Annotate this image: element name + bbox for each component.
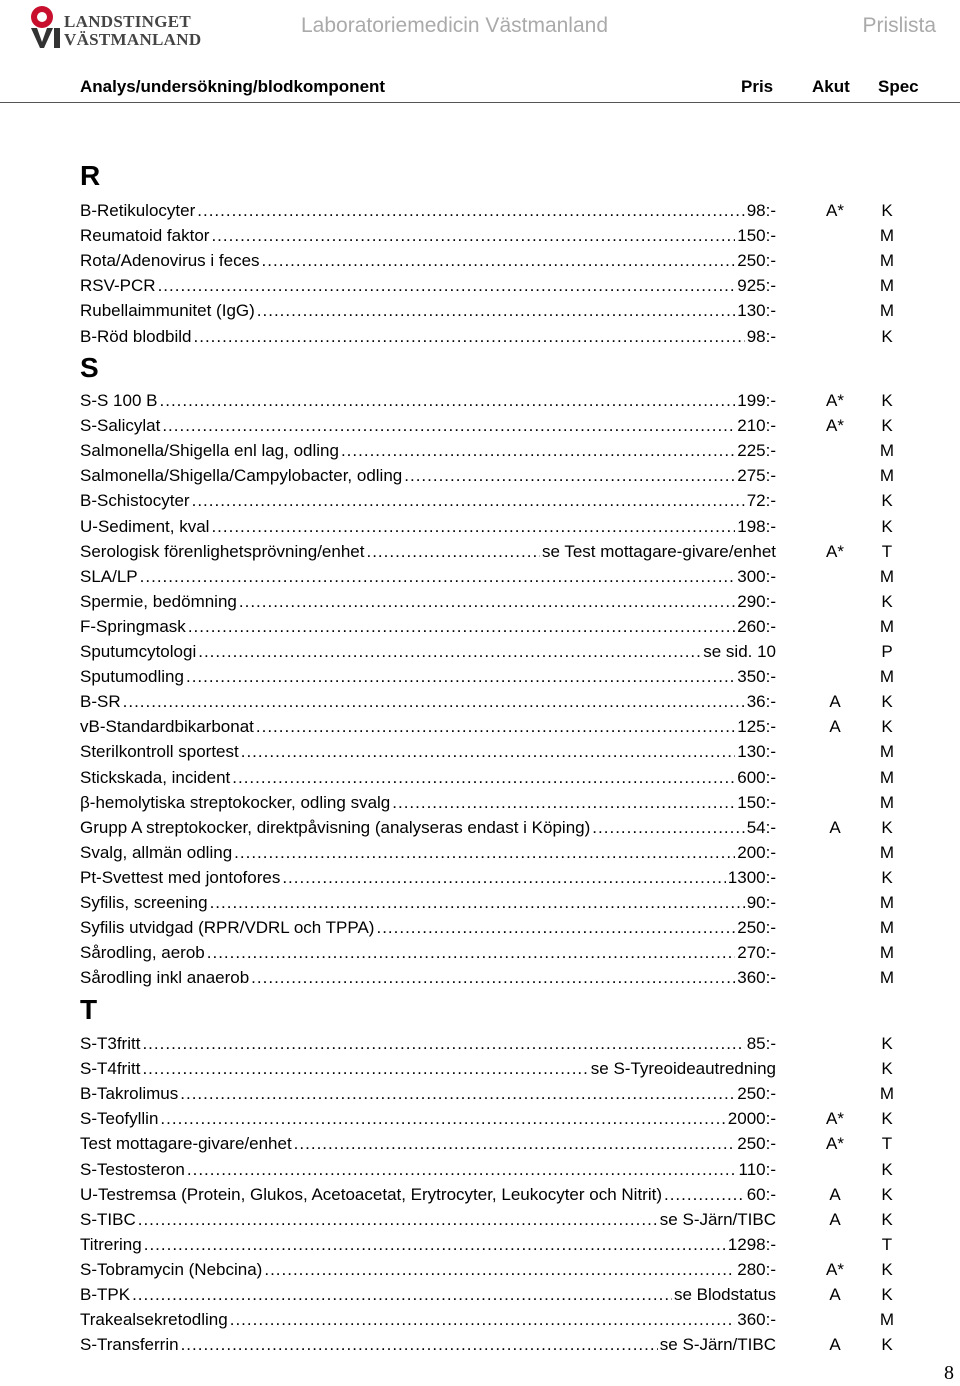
price-value: 300:- xyxy=(737,566,776,586)
spec-value: K xyxy=(881,717,893,737)
price-row xyxy=(80,198,920,223)
price-value: 150:- xyxy=(737,226,776,246)
row-leader xyxy=(80,1307,776,1332)
price-value: 36:- xyxy=(746,692,776,712)
analysis-name: Sterilkontroll sportest xyxy=(80,742,239,762)
price-value: 260:- xyxy=(737,616,776,636)
price-row xyxy=(80,1056,920,1081)
dot-leader xyxy=(234,840,735,865)
dot-leader xyxy=(404,463,735,488)
akut-value: A* xyxy=(826,541,844,561)
row-leader xyxy=(80,614,776,639)
row-leader xyxy=(80,840,776,865)
akut-value: A xyxy=(829,692,841,712)
section-letter: R xyxy=(80,160,101,191)
row-leader xyxy=(80,739,776,764)
analysis-name: B-Schistocyter xyxy=(80,491,190,511)
dot-leader xyxy=(197,198,744,223)
dot-leader xyxy=(241,739,736,764)
analysis-name: Syfilis utvidgad (RPR/VDRL och TPPA) xyxy=(80,918,375,938)
analysis-name: Sputumodling xyxy=(80,667,184,687)
price-row xyxy=(80,1031,920,1056)
row-leader xyxy=(80,1081,776,1106)
column-header-price: Pris xyxy=(741,77,774,96)
row-leader xyxy=(80,248,776,273)
row-leader xyxy=(80,890,776,915)
spec-value: K xyxy=(881,201,893,220)
dot-leader xyxy=(251,965,735,990)
analysis-name: Svalg, allmän odling xyxy=(80,842,233,862)
price-row xyxy=(80,438,920,463)
price-row xyxy=(80,714,920,739)
price-value: se S-Järn/TIBC xyxy=(659,1335,776,1355)
analysis-name: B-Röd blodbild xyxy=(80,326,192,346)
spec-value: M xyxy=(879,943,895,963)
akut-value: A xyxy=(829,1285,841,1304)
analysis-name: RSV-PCR xyxy=(80,276,156,296)
analysis-name: Spermie, bedömning xyxy=(80,591,237,611)
price-row xyxy=(80,564,920,589)
row-leader xyxy=(80,273,776,298)
price-value: 270:- xyxy=(737,943,776,963)
price-row xyxy=(80,765,920,790)
dot-leader xyxy=(142,1031,744,1056)
spec-value: K xyxy=(881,1259,893,1279)
price-row xyxy=(80,1081,920,1106)
dot-leader xyxy=(262,248,736,273)
dot-leader xyxy=(140,564,736,589)
akut-value: A xyxy=(829,717,841,737)
page-number: 8 xyxy=(944,1362,954,1384)
price-row xyxy=(80,1182,920,1207)
price-value: 250:- xyxy=(737,251,776,271)
row-leader xyxy=(80,438,776,463)
price-value: 600:- xyxy=(737,767,776,787)
column-header-name: Analys/undersökning/blodkomponent xyxy=(80,77,386,96)
analysis-name: Sputumcytologi xyxy=(80,642,197,661)
logo-text-line1: LANDSTINGET xyxy=(64,12,192,31)
dot-leader xyxy=(264,1257,735,1282)
analysis-name: β-hemolytiska streptokocker, odling svalg xyxy=(80,792,391,812)
price-value: 72:- xyxy=(746,491,776,511)
row-leader xyxy=(80,664,776,689)
price-row xyxy=(80,1332,920,1357)
spec-value: K xyxy=(881,491,893,511)
analysis-name: S-T3fritt xyxy=(80,1034,141,1053)
price-row xyxy=(80,664,920,689)
spec-value: M xyxy=(879,667,895,687)
price-value: 1300:- xyxy=(727,867,776,887)
section-letter: S xyxy=(80,352,99,383)
row-leader xyxy=(80,1106,776,1131)
spec-value: K xyxy=(881,516,893,536)
price-row xyxy=(80,589,920,614)
analysis-name: Sårodling, aerob xyxy=(80,943,205,963)
price-row xyxy=(80,940,920,965)
price-row xyxy=(80,1207,920,1232)
row-leader xyxy=(80,1182,776,1207)
price-value: 360:- xyxy=(737,1310,776,1330)
dot-leader xyxy=(188,614,735,639)
analysis-name: Salmonella/Shigella/Campylobacter, odling xyxy=(80,466,403,486)
row-leader xyxy=(80,223,776,248)
price-value: 2000:- xyxy=(727,1109,776,1129)
price-row xyxy=(80,514,920,539)
row-leader xyxy=(80,1282,776,1307)
price-value: 125:- xyxy=(737,717,776,737)
price-value: 60:- xyxy=(746,1184,776,1204)
row-leader xyxy=(80,815,776,840)
spec-value: K xyxy=(881,867,893,887)
row-leader xyxy=(80,463,776,488)
akut-value: A* xyxy=(826,1134,844,1154)
price-value: se Blodstatus xyxy=(673,1285,776,1304)
price-value: 250:- xyxy=(737,1134,776,1154)
dot-leader xyxy=(257,298,735,323)
price-row xyxy=(80,413,920,438)
row-leader xyxy=(80,514,776,539)
spec-value: M xyxy=(879,918,895,938)
landstinget-emblem-icon xyxy=(28,4,64,48)
spec-value: M xyxy=(879,616,895,636)
dot-leader xyxy=(142,1056,588,1081)
dot-leader xyxy=(187,1157,737,1182)
section-letter: T xyxy=(80,994,98,1025)
dot-leader xyxy=(198,639,701,664)
spec-value: K xyxy=(881,1159,893,1179)
price-value: 110:- xyxy=(738,1159,776,1179)
analysis-name: S-Transferrin xyxy=(80,1335,179,1355)
spec-value: M xyxy=(879,276,895,296)
price-value: 54:- xyxy=(746,817,776,837)
row-leader xyxy=(80,413,776,438)
row-leader xyxy=(80,1207,776,1232)
spec-value: P xyxy=(881,642,893,661)
price-value: 90:- xyxy=(746,893,776,912)
analysis-name: U-Sediment, kval xyxy=(80,516,210,536)
column-header-akut: Akut xyxy=(812,77,850,96)
price-value: 290:- xyxy=(737,591,776,611)
spec-value: M xyxy=(879,792,895,812)
spec-value: M xyxy=(879,1084,895,1104)
price-row xyxy=(80,248,920,273)
dot-leader xyxy=(180,1081,735,1106)
dot-leader xyxy=(341,438,735,463)
price-value: 98:- xyxy=(746,201,776,220)
analysis-name: S-Salicylat xyxy=(80,416,161,436)
analysis-name: U-Testremsa (Protein, Glukos, Acetoacetat, Erytrocyter, Leukocyter och Nitrit) xyxy=(80,1184,662,1204)
spec-value: M xyxy=(879,226,895,246)
row-leader xyxy=(80,388,776,413)
spec-value: M xyxy=(879,301,895,321)
dot-leader xyxy=(211,514,735,539)
site-title: Laboratoriemedicin Västmanland xyxy=(301,14,609,37)
price-value: 98:- xyxy=(746,326,776,346)
price-row xyxy=(80,739,920,764)
spec-value: M xyxy=(879,742,895,762)
analysis-name: Pt-Svettest med jontofores xyxy=(80,867,281,887)
spec-value: M xyxy=(879,767,895,787)
row-leader xyxy=(80,1257,776,1282)
dot-leader xyxy=(162,413,735,438)
dot-leader xyxy=(664,1182,745,1207)
price-row xyxy=(80,815,920,840)
dot-leader xyxy=(123,689,745,714)
price-value: 225:- xyxy=(737,441,776,461)
price-value: 275:- xyxy=(737,466,776,486)
price-row xyxy=(80,324,920,349)
row-leader xyxy=(80,1031,776,1056)
price-value: 280:- xyxy=(737,1259,776,1279)
analysis-name: S-TIBC xyxy=(80,1209,136,1229)
spec-value: K xyxy=(881,692,893,712)
analysis-name: Titrering xyxy=(80,1234,142,1254)
spec-value: M xyxy=(879,893,895,912)
price-value: 198:- xyxy=(737,516,776,536)
analysis-name: Sårodling inkl anaerob xyxy=(80,968,250,988)
price-row xyxy=(80,890,920,915)
spec-value: M xyxy=(879,968,895,988)
analysis-name: S-Tobramycin (Nebcina) xyxy=(80,1259,263,1279)
dot-leader xyxy=(210,890,745,915)
row-leader xyxy=(80,324,776,349)
row-leader xyxy=(80,790,776,815)
row-leader xyxy=(80,488,776,513)
price-row xyxy=(80,790,920,815)
price-row xyxy=(80,1282,920,1307)
price-row xyxy=(80,689,920,714)
price-value: se Test mottagare-givare/enhet xyxy=(541,541,776,561)
akut-value: A xyxy=(829,1335,841,1355)
dot-leader xyxy=(160,388,736,413)
price-row xyxy=(80,915,920,940)
dot-leader xyxy=(366,539,539,564)
row-leader xyxy=(80,1157,776,1182)
row-leader xyxy=(80,965,776,990)
analysis-name: B-TPK xyxy=(80,1285,131,1304)
price-value: 150:- xyxy=(737,792,776,812)
dot-leader xyxy=(294,1131,736,1156)
price-row xyxy=(80,388,920,413)
dot-leader xyxy=(144,1232,726,1257)
spec-value: M xyxy=(879,566,895,586)
analysis-name: Rubellaimmunitet (IgG) xyxy=(80,301,255,321)
row-leader xyxy=(80,1131,776,1156)
price-value: 250:- xyxy=(737,1084,776,1104)
price-value: se S-Järn/TIBC xyxy=(659,1209,776,1229)
spec-value: T xyxy=(881,1234,893,1254)
spec-value: K xyxy=(881,1184,893,1204)
analysis-name: Serologisk förenlighetsprövning/enhet xyxy=(80,541,365,561)
akut-value: A* xyxy=(826,391,844,410)
dot-leader xyxy=(194,324,745,349)
akut-value: A xyxy=(829,1184,841,1204)
dot-leader xyxy=(392,790,735,815)
row-leader xyxy=(80,1056,776,1081)
price-row xyxy=(80,1157,920,1182)
analysis-name: S-S 100 B xyxy=(80,391,158,410)
price-row xyxy=(80,463,920,488)
row-leader xyxy=(80,564,776,589)
row-leader xyxy=(80,589,776,614)
dot-leader xyxy=(138,1207,658,1232)
analysis-name: Rota/Adenovirus i feces xyxy=(80,251,260,271)
column-header-spec: Spec xyxy=(878,77,919,96)
price-row xyxy=(80,840,920,865)
analysis-name: S-Teofyllin xyxy=(80,1109,159,1129)
dot-leader xyxy=(239,589,735,614)
spec-value: K xyxy=(881,1059,893,1079)
row-leader xyxy=(80,539,776,564)
price-value: se S-Tyreoideautredning xyxy=(590,1059,776,1079)
dot-leader xyxy=(207,940,735,965)
dot-leader xyxy=(132,1282,672,1307)
analysis-name: Grupp A streptokocker, direktpåvisning (analyseras endast i Köping) xyxy=(80,817,591,837)
price-row xyxy=(80,273,920,298)
analysis-name: B-Takrolimus xyxy=(80,1084,179,1104)
price-row xyxy=(80,488,920,513)
price-value: 925:- xyxy=(737,276,776,296)
price-value: 210:- xyxy=(737,416,776,436)
analysis-name: Test mottagare-givare/enhet xyxy=(80,1134,292,1154)
analysis-name: SLA/LP xyxy=(80,566,138,586)
analysis-name: S-T4fritt xyxy=(80,1059,141,1079)
dot-leader xyxy=(376,915,735,940)
row-leader xyxy=(80,639,776,664)
spec-value: K xyxy=(881,1034,893,1053)
row-leader xyxy=(80,1232,776,1257)
spec-value: M xyxy=(879,466,895,486)
row-leader xyxy=(80,298,776,323)
row-leader xyxy=(80,865,776,890)
spec-value: M xyxy=(879,1310,895,1330)
spec-value: K xyxy=(881,591,893,611)
dot-leader xyxy=(160,1106,725,1131)
analysis-name: Reumatoid faktor xyxy=(80,226,210,246)
price-value: 199:- xyxy=(737,391,776,410)
row-leader xyxy=(80,765,776,790)
akut-value: A* xyxy=(826,1259,844,1279)
price-row xyxy=(80,614,920,639)
row-leader xyxy=(80,689,776,714)
akut-value: A xyxy=(829,817,841,837)
logo-text-line2: VÄSTMANLAND xyxy=(64,30,202,49)
price-row xyxy=(80,298,920,323)
dot-leader xyxy=(186,664,735,689)
spec-value: K xyxy=(881,326,893,346)
price-row xyxy=(80,1307,920,1332)
akut-value: A* xyxy=(826,201,844,220)
price-row xyxy=(80,1106,920,1131)
price-row xyxy=(80,865,920,890)
dot-leader xyxy=(256,714,735,739)
price-row xyxy=(80,1257,920,1282)
dot-leader xyxy=(192,488,745,513)
price-value: 200:- xyxy=(737,842,776,862)
analysis-name: Salmonella/Shigella enl lag, odling xyxy=(80,441,339,461)
spec-value: T xyxy=(881,1134,893,1154)
dot-leader xyxy=(158,273,736,298)
price-value: 350:- xyxy=(737,667,776,687)
analysis-name: Syfilis, screening xyxy=(80,893,208,912)
price-row xyxy=(80,1232,920,1257)
spec-value: M xyxy=(879,251,895,271)
page-type-label: Prislista xyxy=(862,14,936,37)
price-row xyxy=(80,1131,920,1156)
akut-value: A* xyxy=(826,1109,844,1129)
header-divider xyxy=(0,102,960,103)
analysis-name: B-SR xyxy=(80,692,121,712)
spec-value: K xyxy=(881,1209,893,1229)
row-leader xyxy=(80,915,776,940)
price-value: 1298:- xyxy=(727,1234,776,1254)
row-leader xyxy=(80,940,776,965)
price-value: 130:- xyxy=(737,301,776,321)
spec-value: K xyxy=(881,1109,893,1129)
spec-value: K xyxy=(881,391,893,410)
akut-value: A xyxy=(829,1209,841,1229)
row-leader xyxy=(80,1332,776,1357)
price-value: 360:- xyxy=(737,968,776,988)
logo xyxy=(28,4,202,50)
analysis-name: B-Retikulocyter xyxy=(80,201,196,220)
dot-leader xyxy=(232,765,735,790)
dot-leader xyxy=(211,223,735,248)
price-value: 130:- xyxy=(737,742,776,762)
spec-value: M xyxy=(879,441,895,461)
price-value: 250:- xyxy=(737,918,776,938)
analysis-name: Trakealsekretodling xyxy=(80,1310,228,1330)
price-value: 85:- xyxy=(746,1034,776,1053)
analysis-name: F-Springmask xyxy=(80,616,186,636)
analysis-name: Stickskada, incident xyxy=(80,767,231,787)
spec-value: K xyxy=(881,1335,893,1355)
spec-value: T xyxy=(881,541,893,561)
price-value: se sid. 10 xyxy=(703,642,776,661)
row-leader xyxy=(80,714,776,739)
dot-leader xyxy=(282,865,725,890)
price-row xyxy=(80,539,920,564)
spec-value: K xyxy=(881,1285,893,1304)
spec-value: K xyxy=(881,416,893,436)
spec-value: K xyxy=(881,817,893,837)
price-row xyxy=(80,639,920,664)
price-row xyxy=(80,223,920,248)
price-row xyxy=(80,965,920,990)
spec-value: M xyxy=(879,842,895,862)
dot-leader xyxy=(230,1307,736,1332)
akut-value: A* xyxy=(826,416,844,436)
row-leader xyxy=(80,198,776,223)
analysis-name: vB-Standardbikarbonat xyxy=(80,717,254,737)
dot-leader xyxy=(181,1332,658,1357)
dot-leader xyxy=(592,815,744,840)
analysis-name: S-Testosteron xyxy=(80,1159,185,1179)
